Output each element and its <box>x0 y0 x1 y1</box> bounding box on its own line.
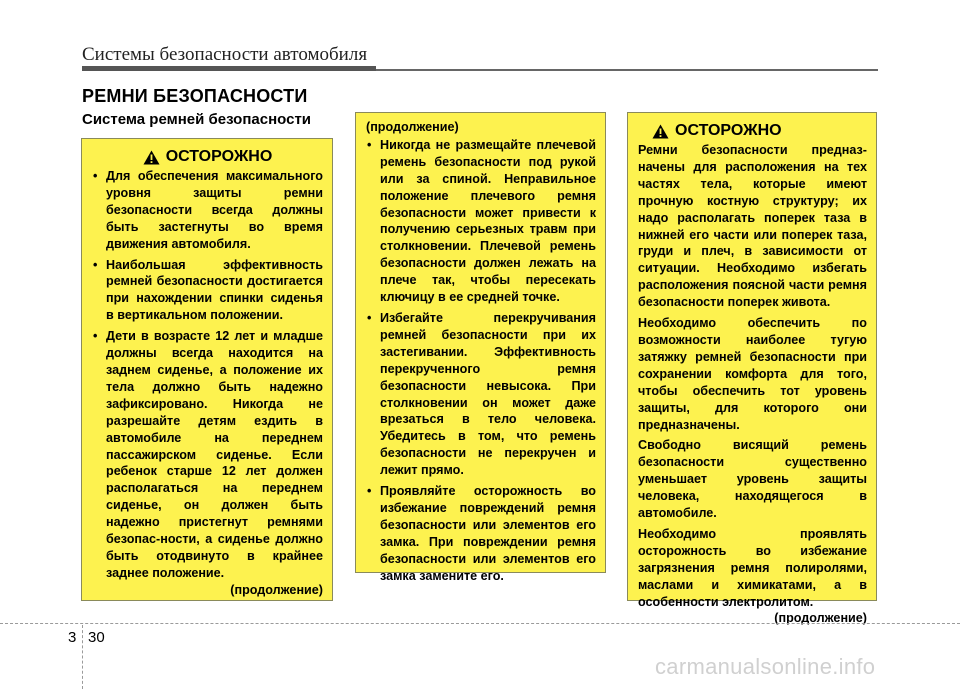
list-item: • Избегайте перекручивания ремней безопасности при их застегивании. Эффективность перекрученного ремня безопасности невысока. При столкновении он может даже врезаться в тело человека. Убедитесь в том, что ремень безопасности не перекручен и лежит прямо. <box>367 310 596 478</box>
watermark: carmanualsonline.info <box>655 654 876 679</box>
list-item: • Наибольшая эффективность ремней безопасности достигается при нахождении спинки сиденья в вертикальном положении. <box>93 257 323 323</box>
list-item: • Дети в возрасте 12 лет и младше должны всегда находится на заднем сиденье, а положение их тела должно быть надежно зафиксировано. Никогда не разрешайте детям ездить в автомобиле на переднем пассажирском сиденье. Если ребенок старше 12 лет должен располагаться на переднем сиденье, он должен быть надежно пристегнут ремнями безопас-ности, а сиденье должно быть отодвинуто в крайнее заднее положение. <box>93 329 323 580</box>
paragraph: Свободно висящий ремень безопасности существенно уменьшает уровень защиты человека, находящегося в автомобиле. <box>638 438 867 521</box>
warning-heading-text: ОСТОРОЖНО <box>675 122 782 139</box>
page-number: 30 <box>88 629 105 646</box>
warning-heading <box>638 121 867 141</box>
paragraph: Необходимо обеспечить по возможности наиболее тугую затяжку ремней безопасности при сохранении комфорта для того, чтобы обеспечить тот уровень защиты, для которого они предназначены. <box>638 316 867 432</box>
paragraph: Ремни безопасности предназ-начены для расположения на тех частях тела, которые имеют прочную костную структуру; их надо располагать поперек таза в нижней его части или поперек таза, груди и плеч, в зависимости от ситуации. Необходимо избегать расположения поясной части ремня безопасности поперек живота. <box>638 143 867 310</box>
continued-label: (продолжение) <box>230 582 323 597</box>
warning-heading <box>92 147 323 167</box>
paragraph: Необходимо проявлять осторожность во избежание загрязнения ремня полиролями, маслами и химикатами, а в особенности электролитом. <box>638 526 867 609</box>
continued-label: (продолжение) <box>774 611 867 626</box>
warning-box-3 <box>627 112 877 626</box>
list-item: • Проявляйте осторожность во избежание повреждений ремня безопасности или элементов его замка. При повреждении ремня безопасности или элементов его замка замените его. <box>367 484 596 583</box>
footer-vertical-dashed-rule <box>82 625 83 689</box>
warning-box-2 <box>355 112 606 583</box>
subsection-title: Система ремней безопасности <box>82 111 312 128</box>
section-title: РЕМНИ БЕЗОПАСНОСТИ <box>82 86 308 106</box>
chapter-number: 3 <box>68 629 77 646</box>
warning-triangle-icon <box>652 124 669 139</box>
header-rule-thin <box>376 69 878 71</box>
header-rule-thick <box>82 66 376 71</box>
list-item: • Никогда не размещайте плечевой ремень безопасности под рукой или за спиной. Неправильное положение плечевого ремня безопасности может привести к получению серьезных травм при столкновении. Плечевой ремень безопасности должен лежать на плече так, чтобы пересекать ключицу в ее средней точке. <box>367 137 596 305</box>
list-item: • Для обеспечения максимального уровня защиты ремни безопасности всегда должны быть застегнуты во время движения автомобиля. <box>93 169 323 251</box>
warning-heading-text: ОСТОРОЖНО <box>165 148 273 165</box>
continued-label: (продолжение) <box>366 120 459 134</box>
warning-triangle-icon <box>143 150 160 165</box>
running-header-title: Системы безопасности автомобиля <box>82 44 368 65</box>
footer-dashed-rule <box>0 623 960 624</box>
warning-box-1 <box>81 138 333 601</box>
